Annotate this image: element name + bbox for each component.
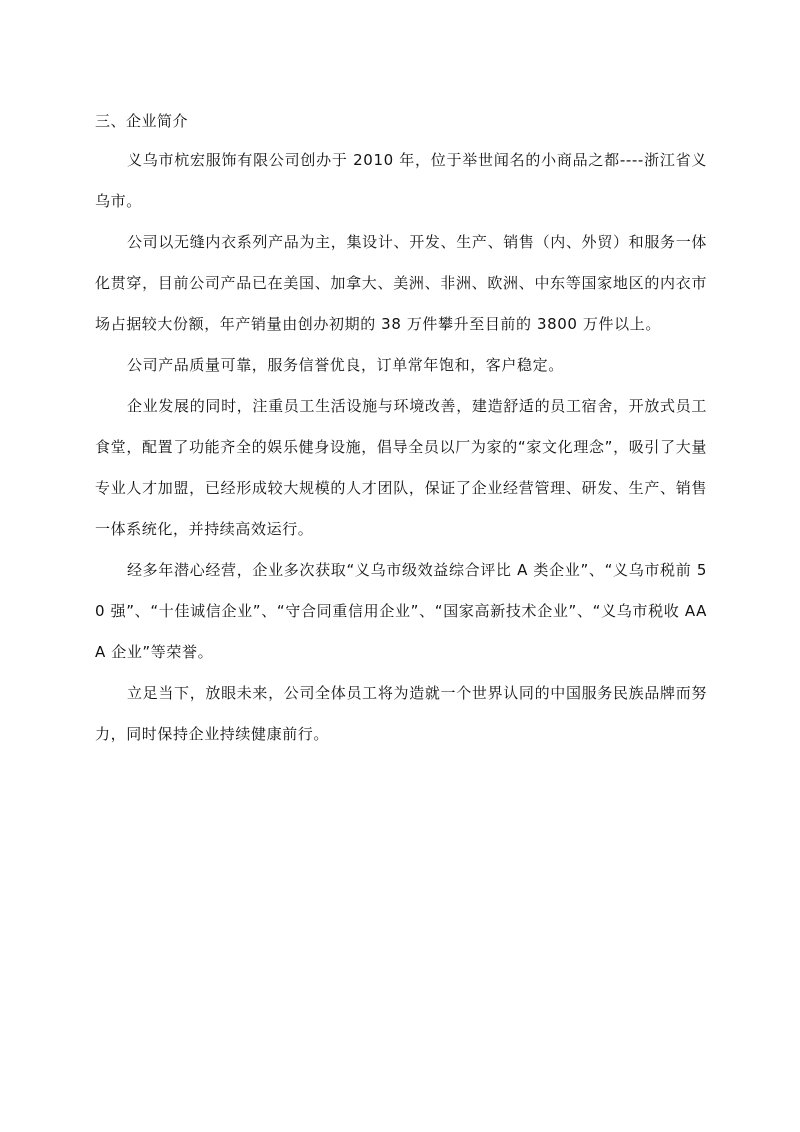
paragraph-products: 公司以无缝内衣系列产品为主，集设计、开发、生产、销售（内、外贸）和服务一体化贯穿，目前公司产品已在美国、加拿大、美洲、非洲、欧洲、中东等国家地区的内衣市场占据较大份额，年产销量由创办初期的 38 万件攀升至目前的 3800 万件以上。	[95, 233, 707, 333]
paragraph-honors: 经多年潜心经营，企业多次获取“义乌市级效益综合评比 A 类企业”、“义乌市税前 50 强”、“十佳诚信企业”、“守合同重信用企业”、“国家高新技术企业”、“义乌市税收 AAA 企业”等荣誉。	[95, 561, 707, 661]
paragraph-staff: 企业发展的同时，注重员工生活设施与环境改善，建造舒适的员工宿舍，开放式员工食堂，配置了功能齐全的娱乐健身设施，倡导全员以厂为家的“家文化理念”，吸引了大量专业人才加盟，已经形成较大规模的人才团队，保证了企业经营管理、研发、生产、销售一体系统化，并持续高效运行。	[95, 397, 707, 538]
document-body	[95, 102, 707, 755]
paragraph-quality: 公司产品质量可靠，服务信誉优良，订单常年饱和，客户稳定。	[127, 356, 564, 374]
paragraph-future: 立足当下，放眼未来，公司全体员工将为造就一个世界认同的中国服务民族品牌而努力，同时保持企业持续健康前行。	[95, 684, 707, 743]
paragraph-intro: 义乌市杭宏服饰有限公司创办于 2010 年，位于举世闻名的小商品之都----浙江省义乌市。	[95, 151, 707, 210]
section-heading: 三、企业简介	[95, 112, 189, 130]
